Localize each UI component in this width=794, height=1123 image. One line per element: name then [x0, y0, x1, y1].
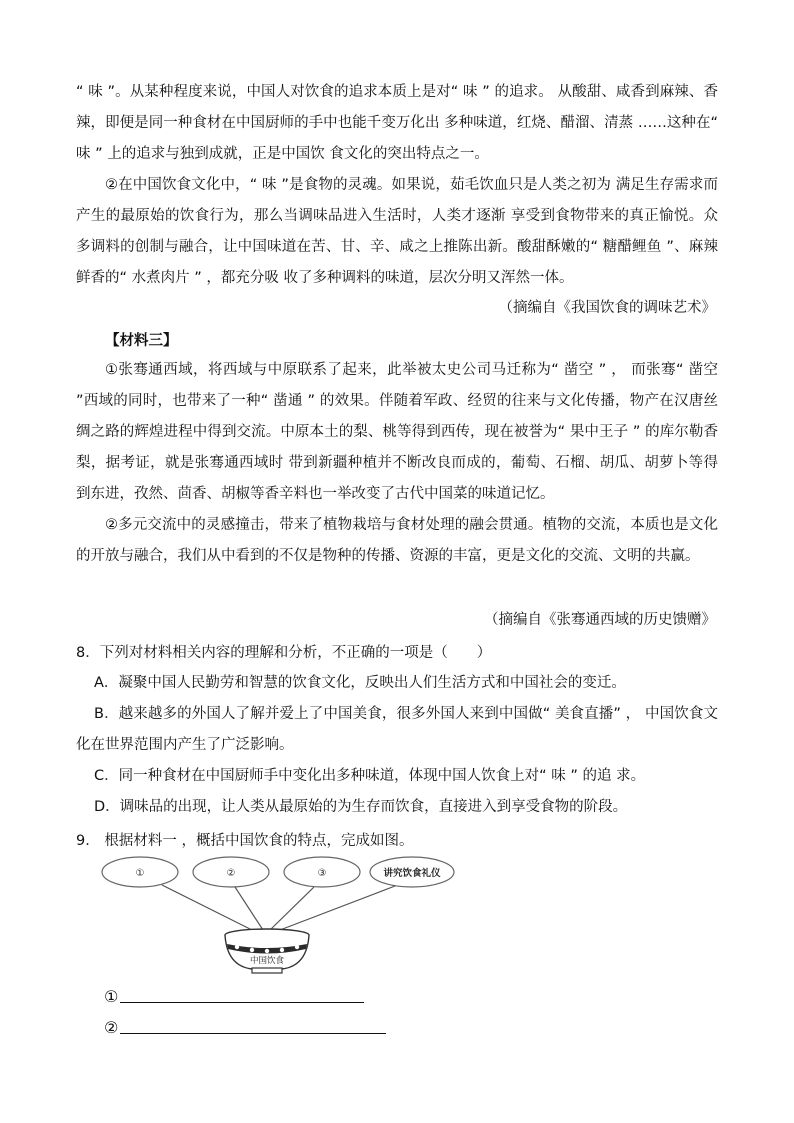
answer-blank-1	[104, 985, 364, 1007]
answer-blank-2	[104, 1016, 386, 1038]
material3-heading: 【材料三】	[105, 333, 178, 349]
material3-paragraph-1: ①张骞通西域，将西域与中原联系了起来，此举被太史公司马迁称为“ 凿空 ” ， 而张骞“ 凿空 ”西域的同时，也带来了一种“ 凿通 ” 的效果。伴随着军政、经贸的往来与文化传播，物产在汉唐丝绸之路的辉煌进程中得到交流。中原本土的梨、桃等得到西传，现在被誉为“ 果中王子 ” 的库尔勒香梨，据考证，就是张骞通西域时 带到新疆种植并不断改良而成的，葡萄、石榴、胡瓜、胡萝卜等得到东进，孜然、茴香、胡椒等香辛料也一举改变了古代中国菜的味道记忆。	[76, 362, 718, 502]
diagram-label-3: ③	[317, 868, 327, 879]
question-8-option-c: C．同一种食材在中国厨师手中变化出多种味道，体现中国人饮食上对“ 味 ” 的追 求。	[94, 768, 646, 784]
material2-paragraph-2: ②在中国饮食文化中，“ 味 ”是食物的灵魂。如果说，茹毛饮血只是人类之初为 满足生存需求而产生的最原始的饮食行为，那么当调味品进入生活时，人类才逐渐 享受到食物带来的真正愉悦。众多调料的创制与融合，让中国味道在苦、甘、辛、咸之上推陈出新。酸甜酥嫩的“ 糖醋鲤鱼 ”、麻辣鲜香的“ 水煮肉片 ” ，都充分吸 收了多种调料的味道，层次分明又浑然一体。	[76, 177, 718, 286]
diagram-label-1: ①	[135, 868, 145, 879]
material3-source: （摘编自《张骞通西域的历史馈赠》	[484, 612, 716, 628]
answer-line-2[interactable]	[120, 1032, 386, 1034]
material2-paragraph-1: “ 味 ”。从某种程度来说，中国人对饮食的追求本质上是对“ 味 ” 的追求。 从酸甜、咸香到麻辣、香辣，即便是同一种食材在中国厨师的手中也能千变万化出 多种味道，红烧、醋溜、清蒸 ……这种在“ 味 ” 上的追求与独到成就，正是中国饮 食文化的突出特点之一。	[76, 84, 718, 162]
question-9-stem: 9． 根据材料一 ，概括中国饮食的特点，完成如图。	[76, 833, 414, 849]
diagram-label-4: 讲究饮食礼仪	[383, 868, 441, 879]
answer-line-1[interactable]	[120, 1001, 364, 1003]
question-8-option-a: A．凝聚中国人民勤劳和智慧的饮食文化，反映出人们生活方式和中国社会的变迁。	[94, 675, 626, 691]
question-8-stem: 8．下列对材料相关内容的理解和分析，不正确的一项是（ ）	[76, 645, 492, 661]
question-8-option-b: B．越来越多的外国人了解并爱上了中国美食，很多外国人来到中国做“ 美食直播” ， 中国饮食文化在世界范围内产生了广泛影响。	[76, 706, 718, 753]
diagram-connector-lines	[162, 885, 395, 930]
diagram-label-2: ②	[226, 868, 236, 879]
material3-paragraph-2: ②多元交流中的灵感撞击，带来了植物栽培与食材处理的融会贯通。植物的交流，本质也是文化的开放与融合，我们从中看到的不仅是物种的传播、资源的丰富，更是文化的交流、文明的共赢。	[76, 517, 718, 564]
answer-blank-2-number: ②	[104, 1018, 119, 1037]
bowl-icon	[225, 929, 309, 973]
answer-blank-1-number: ①	[104, 987, 119, 1006]
food-diagram	[100, 852, 460, 980]
question-8-option-d: D．调味品的出现，让人类从最原始的为生存而饮食，直接进入到享受食物的阶段。	[94, 799, 628, 815]
material2-source: （摘编自《我国饮食的调味艺术》	[498, 300, 716, 316]
bowl-label: 中国饮食	[249, 956, 285, 966]
